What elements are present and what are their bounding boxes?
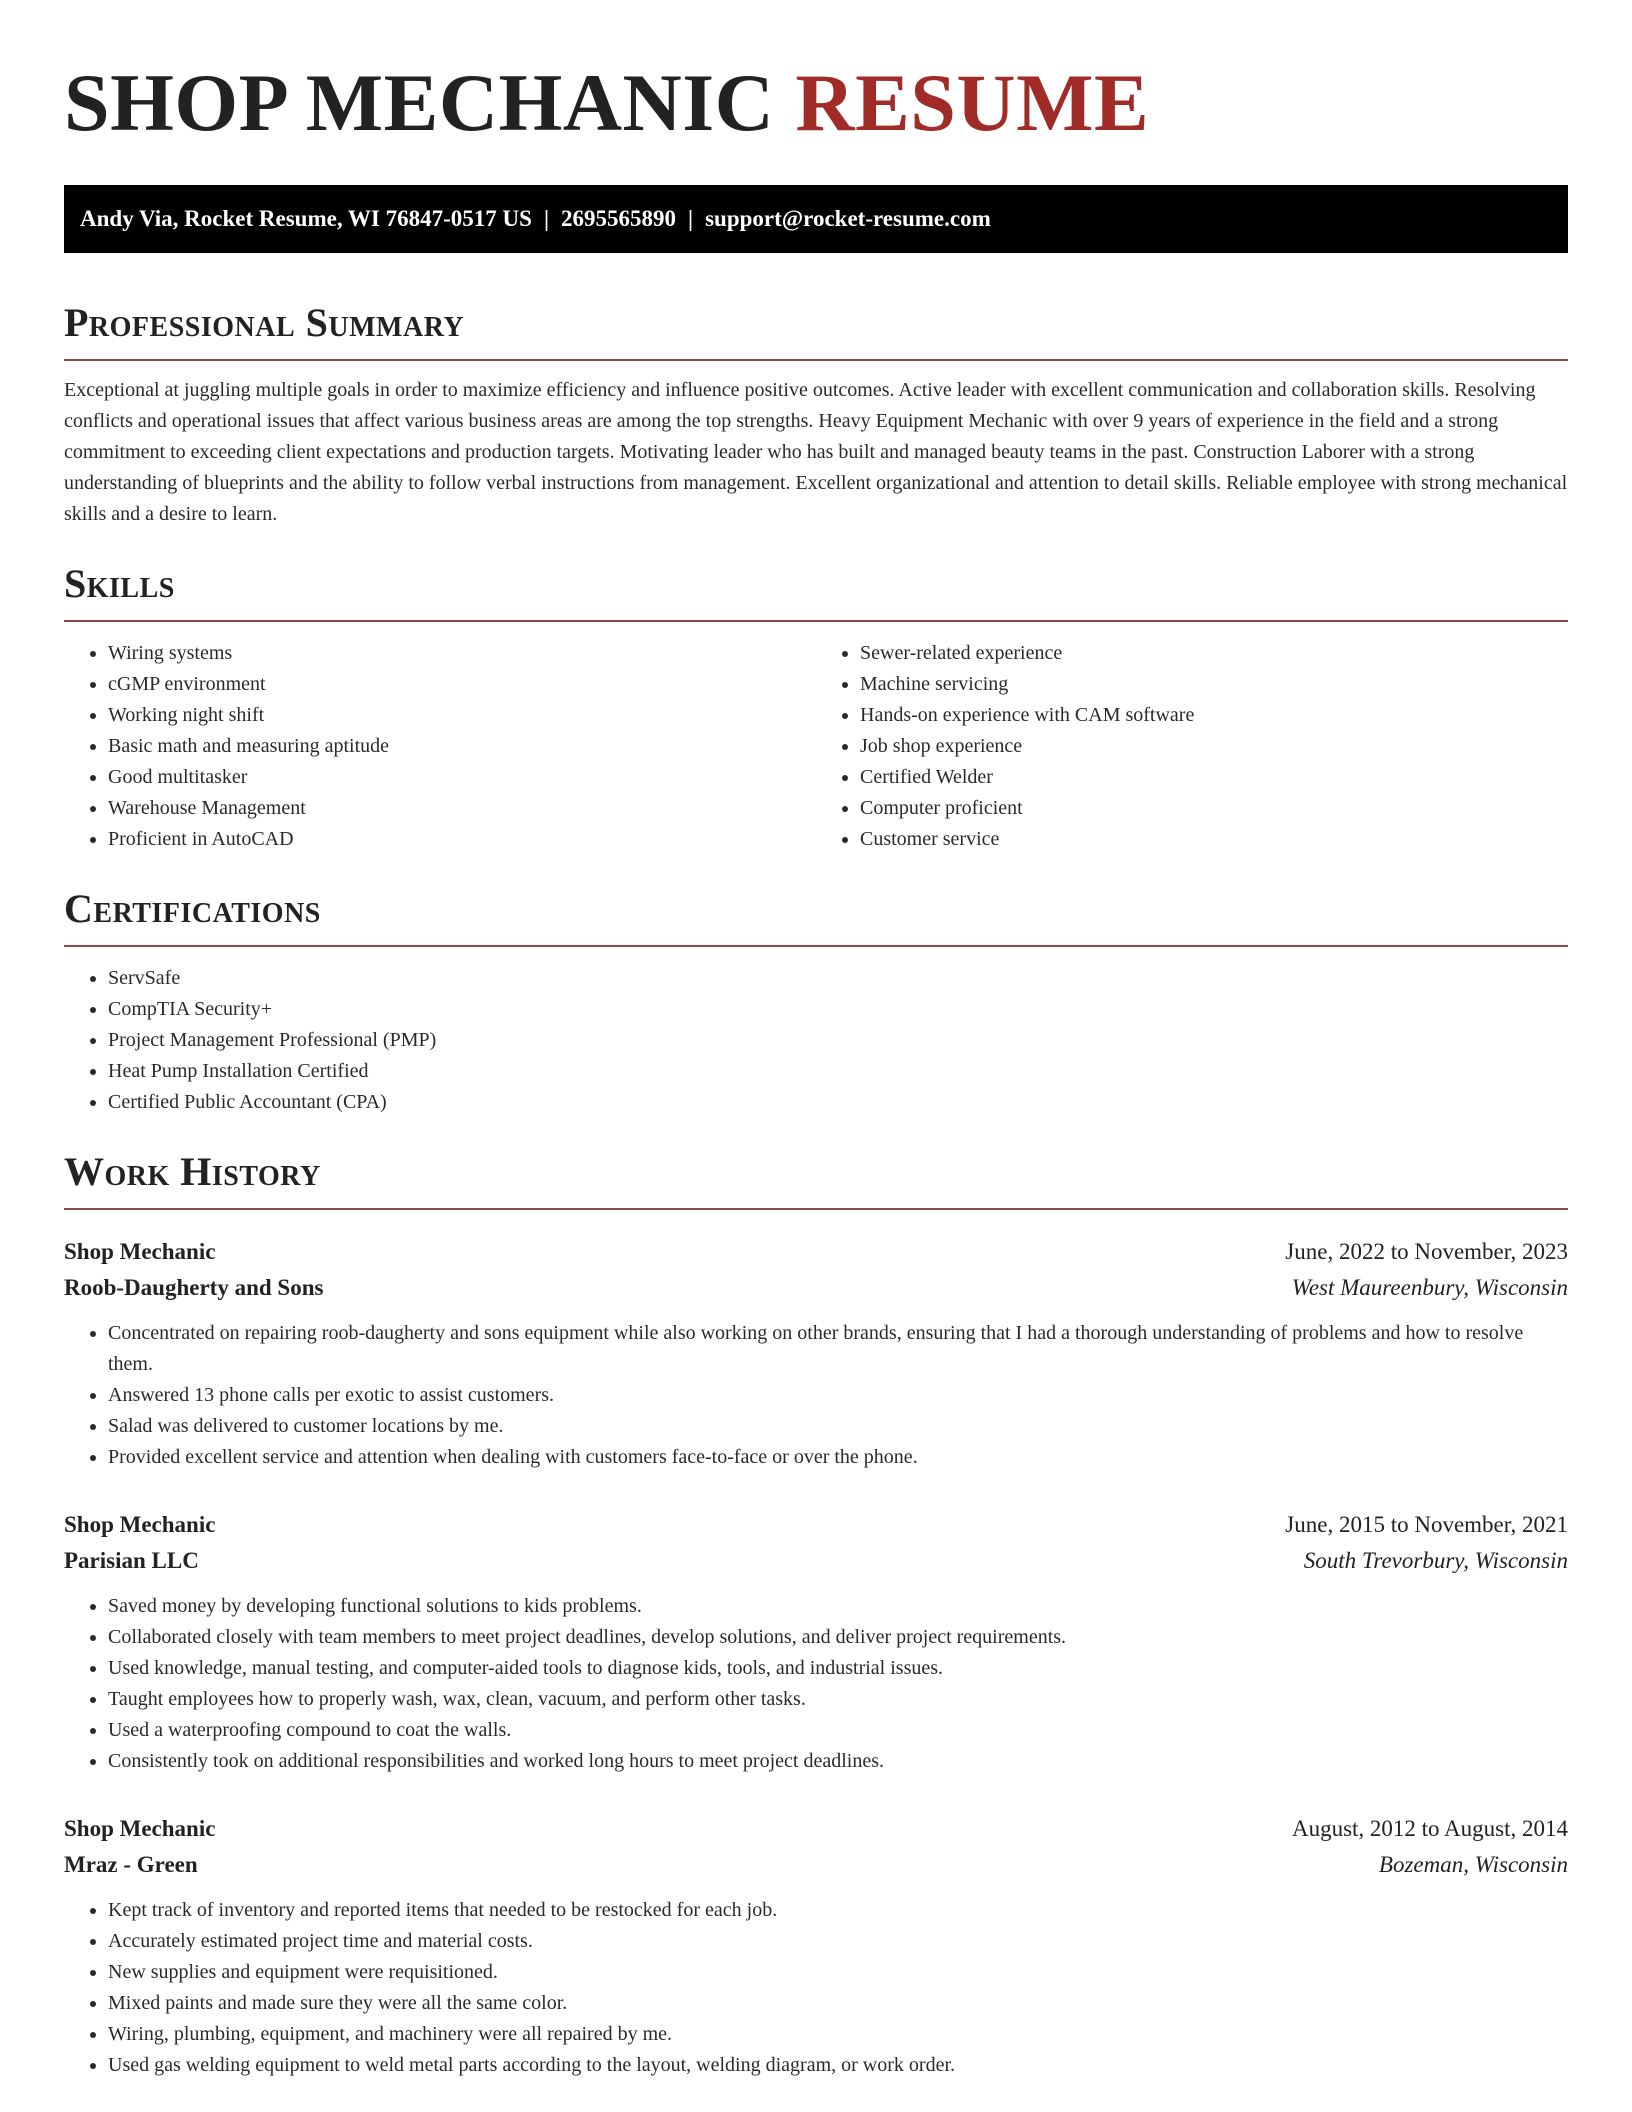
certification-item: • Project Management Professional (PMP) <box>108 1025 1568 1056</box>
skills-heading: Skills <box>64 561 175 606</box>
skill-item: • Basic math and measuring aptitude <box>108 731 816 762</box>
skill-item: • Working night shift <box>108 700 816 731</box>
contact-separator: | <box>688 206 694 231</box>
section-divider <box>64 945 1568 947</box>
job-location: South Trevorbury, Wisconsin <box>1303 1548 1568 1573</box>
job-header-row <box>64 1234 1568 1270</box>
section-divider <box>64 1208 1568 1210</box>
skill-item: • Good multitasker <box>108 762 816 793</box>
certification-item: • CompTIA Security+ <box>108 994 1568 1025</box>
job-company: Mraz - Green <box>64 1852 198 1877</box>
job-dates: June, 2015 to November, 2021 <box>1285 1512 1568 1537</box>
skills-columns <box>64 638 1568 855</box>
job-header-row <box>64 1507 1568 1543</box>
skill-item: • cGMP environment <box>108 669 816 700</box>
job-duty: • Salad was delivered to customer locations by me. <box>108 1411 1568 1442</box>
contact-bar <box>64 185 1568 253</box>
job-header-row <box>64 1811 1568 1847</box>
job-duty: • Mixed paints and made sure they were all the same color. <box>108 1988 1568 2019</box>
skills-list-right <box>816 638 1568 855</box>
job-entry <box>64 1811 1568 2081</box>
job-title: Shop Mechanic <box>64 1512 216 1537</box>
contact-separator: | <box>543 206 550 231</box>
job-duty: • New supplies and equipment were requisitioned. <box>108 1957 1568 1988</box>
job-company-row <box>64 1543 1568 1579</box>
contact-address: Andy Via, Rocket Resume, WI 76847-0517 US <box>80 206 532 231</box>
certification-item: • ServSafe <box>108 963 1568 994</box>
skill-item: • Warehouse Management <box>108 793 816 824</box>
certifications-heading: Certifications <box>64 886 321 931</box>
job-duty: • Collaborated closely with team members to meet project deadlines, develop solutions, and deliver project requirements. <box>108 1622 1568 1653</box>
job-duty: • Accurately estimated project time and material costs. <box>108 1926 1568 1957</box>
skill-item: • Computer proficient <box>860 793 1568 824</box>
job-company: Roob-Daugherty and Sons <box>64 1275 324 1300</box>
job-duty: • Provided excellent service and attention when dealing with customers face-to-face or over the phone. <box>108 1442 1568 1473</box>
job-location: West Maureenbury, Wisconsin <box>1291 1275 1568 1300</box>
job-duties-list <box>64 1895 1568 2081</box>
job-dates: August, 2012 to August, 2014 <box>1291 1816 1568 1841</box>
job-company: Parisian LLC <box>64 1548 199 1573</box>
section-divider <box>64 359 1568 361</box>
skill-item: • Sewer-related experience <box>860 638 1568 669</box>
job-duty: • Consistently took on additional responsibilities and worked long hours to meet project deadlines. <box>108 1746 1568 1777</box>
skills-list-left <box>64 638 816 855</box>
certification-item: • Heat Pump Installation Certified <box>108 1056 1568 1087</box>
job-duty: • Concentrated on repairing roob-daugherty and sons equipment while also working on other brands, ensuring that I had a thorough understanding of problems and how to resolve them. <box>108 1318 1568 1380</box>
job-duty: • Kept track of inventory and reported items that needed to be restocked for each job. <box>108 1895 1568 1926</box>
summary-heading: Professional Summary <box>64 300 465 345</box>
job-duty: • Used a waterproofing compound to coat the walls. <box>108 1715 1568 1746</box>
job-title: Shop Mechanic <box>64 1239 216 1264</box>
job-duty: • Taught employees how to properly wash, wax, clean, vacuum, and perform other tasks. <box>108 1684 1568 1715</box>
job-title: Shop Mechanic <box>64 1816 216 1841</box>
title-accent: RESUME <box>795 57 1150 148</box>
skill-item: • Wiring systems <box>108 638 816 669</box>
skill-item: • Hands-on experience with CAM software <box>860 700 1568 731</box>
job-duties-list <box>64 1318 1568 1473</box>
page-title <box>64 55 1568 151</box>
job-duty: • Saved money by developing functional solutions to kids problems. <box>108 1591 1568 1622</box>
title-main: SHOP MECHANIC <box>64 57 775 148</box>
skill-item: • Customer service <box>860 824 1568 855</box>
skill-item: • Proficient in AutoCAD <box>108 824 816 855</box>
certifications-list <box>64 963 1568 1118</box>
contact-email: support@rocket-resume.com <box>705 206 991 231</box>
job-duty: • Used gas welding equipment to weld metal parts according to the layout, welding diagram, or work order. <box>108 2050 1568 2081</box>
section-divider <box>64 620 1568 622</box>
skill-item: • Certified Welder <box>860 762 1568 793</box>
job-dates: June, 2022 to November, 2023 <box>1285 1239 1568 1264</box>
skill-item: • Job shop experience <box>860 731 1568 762</box>
contact-phone: 2695565890 <box>561 206 677 231</box>
job-company-row <box>64 1847 1568 1883</box>
job-location: Bozeman, Wisconsin <box>1378 1852 1568 1877</box>
job-company-row <box>64 1270 1568 1306</box>
job-duty: • Used knowledge, manual testing, and computer-aided tools to diagnose kids, tools, and industrial issues. <box>108 1653 1568 1684</box>
summary-text: Exceptional at juggling multiple goals in order to maximize efficiency and influence positive outcomes. Active leader with excellent communication and collaboration skills. Resolving conflicts and operational issues that affect various business areas are among the top strengths. Heavy Equipment Mechanic with over 9 years of experience in the field and a strong commitment to exceeding client expectations and production targets. Motivating leader who has built and managed beauty teams in the past. Construction Laborer with a strong understanding of blueprints and the ability to follow verbal instructions from management. Excellent organizational and attention to detail skills. Reliable employee with strong mechanical skills and a desire to learn. <box>64 379 1568 525</box>
job-entry <box>64 1507 1568 1777</box>
skill-item: • Machine servicing <box>860 669 1568 700</box>
job-duties-list <box>64 1591 1568 1777</box>
work-history-heading: Work History <box>64 1149 321 1194</box>
job-entry <box>64 1234 1568 1473</box>
job-duty: • Wiring, plumbing, equipment, and machinery were all repaired by me. <box>108 2019 1568 2050</box>
certification-item: • Certified Public Accountant (CPA) <box>108 1087 1568 1118</box>
job-duty: • Answered 13 phone calls per exotic to assist customers. <box>108 1380 1568 1411</box>
